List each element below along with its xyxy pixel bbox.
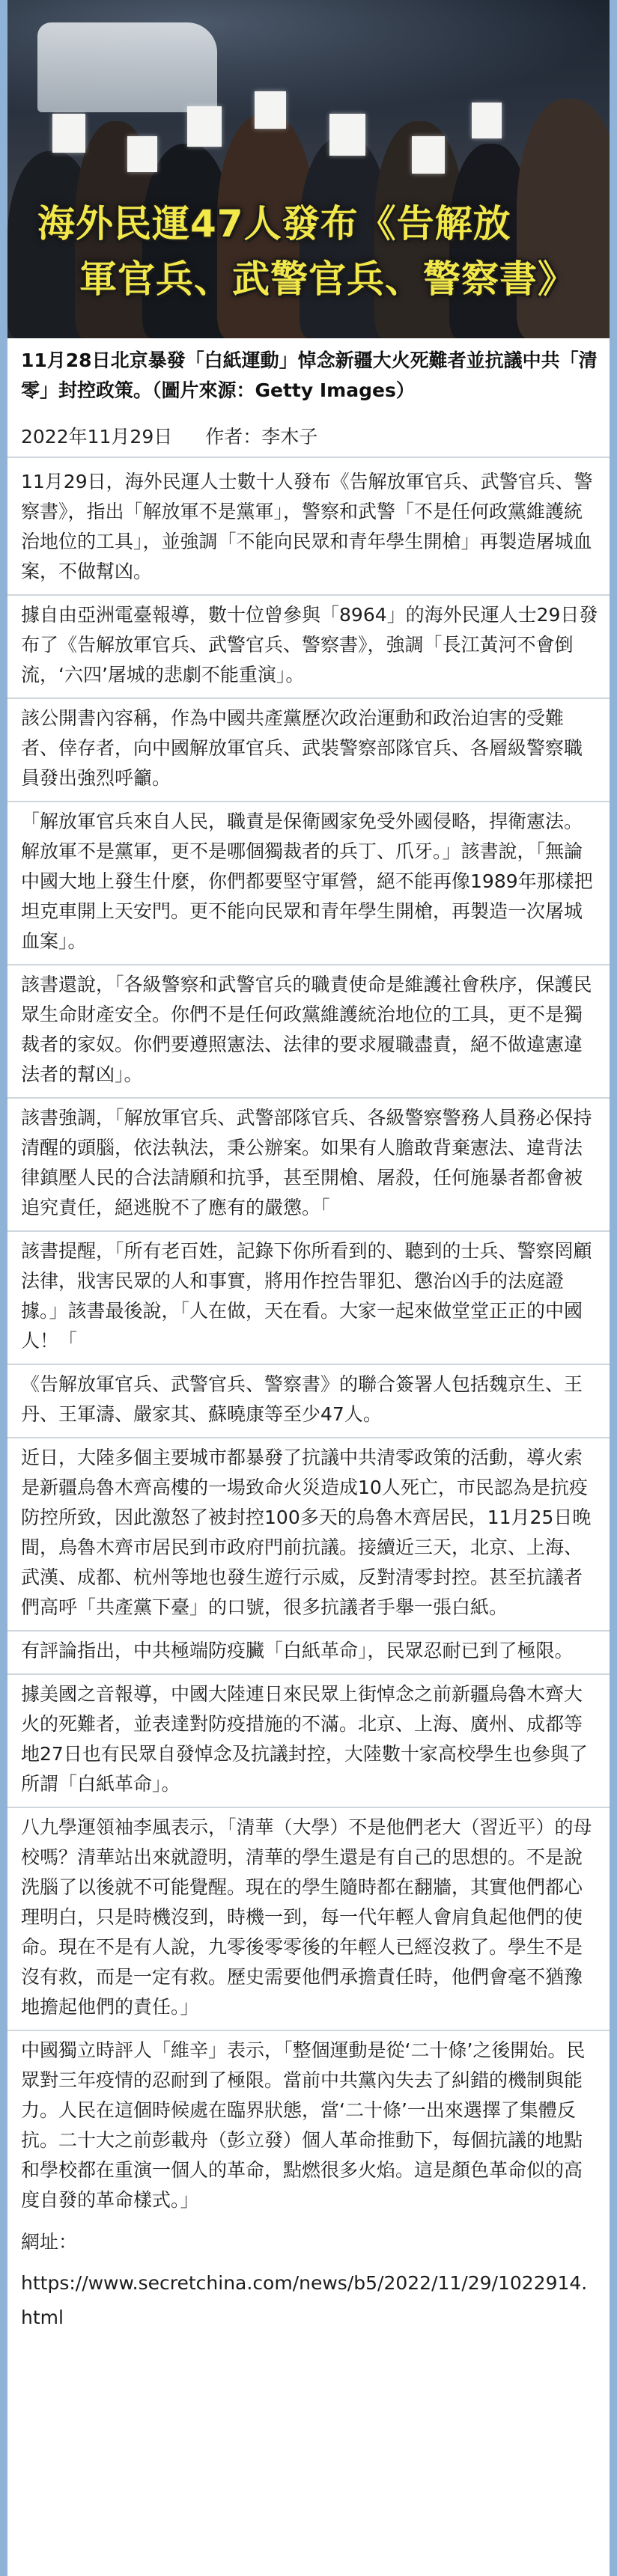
article-paragraph: 據美國之音報導，中國大陸連日來民眾上街悼念之前新疆烏魯木齊大火的死難者，並表達對防疫措施的不滿。北京、上海、廣州、成都等地27日也有民眾自發悼念及抗議封控，大陸數十家高校學生也參與了所謂「白紙革命」。 (7, 1675, 610, 1808)
article-paragraph: 八九學運領袖李風表示，「清華（大學）不是他們老大（習近平）的母校嗎？清華站出來就證明，清華的學生還是有自己的思想的。不是說洗腦了以後就不可能覺醒。現在的學生隨時都在翻牆，其實他們都心理明白，只是時機沒到，時機一到，每一代年輕人會肩負起他們的使命。現在不是有人說，九零後零零後的年輕人已經沒救了。學生不是沒有救，而是一定有救。歷史需要他們承擔責任時，他們會毫不猶豫地擔起他們的責任。」 (7, 1808, 610, 2031)
hero-title-line-1: 海外民運47人發布《告解放 (37, 202, 511, 245)
source-label: 網址： (21, 2231, 78, 2253)
article-body (7, 346, 610, 2335)
article-paragraph: 11月29日，海外民運人士數十人發布《告解放軍官兵、武警官兵、警察書》，指出「解放軍不是黨軍」，警察和武警「不是任何政黨維護統治地位的工具」，並強調「不能向民眾和青年學生開槍」再製造屠城血案，不做幫凶。 (7, 463, 610, 596)
article-paragraph: 該書提醒，「所有老百姓，記錄下你所看到的、聽到的士兵、警察罔顧法律，戕害民眾的人和事實，將用作控告罪犯、懲治凶手的法庭證據。」該書最後說，「人在做，天在看。大家一起來做堂堂正正的中國人！「 (7, 1232, 610, 1365)
hero-title-line-2: 軍官兵、武警官兵、警察書》 (79, 257, 576, 301)
white-paper-sheet (412, 136, 445, 174)
source-link[interactable]: https://www.secretchina.com/news/b5/2022/11/29/1022914.html (21, 2272, 588, 2328)
photo-caption: 11月28日北京暴發「白紙運動」悼念新疆大火死難者並抗議中共「清零」封控政策。（圖片來源：Getty Images） (21, 350, 598, 401)
article-paragraph: 該書強調，「解放軍官兵、武警部隊官兵、各級警察警務人員務必保持清醒的頭腦，依法執法，秉公辦案。如果有人膽敢背棄憲法、違背法律鎮壓人民的合法請願和抗爭，甚至開槍、屠殺，任何施暴者都會被追究責任，絕逃脫不了應有的嚴懲。「 (7, 1099, 610, 1232)
hero-photo (7, 0, 610, 338)
divider (7, 457, 610, 458)
publish-date: 2022年11月29日 (21, 426, 173, 448)
article-paragraph: 該公開書內容稱，作為中國共產黨歷次政治運動和政治迫害的受難者、倖存者，向中國解放軍官兵、武裝警察部隊官兵、各層級警察職員發出強烈呼籲。 (7, 699, 610, 802)
article-paragraph: 近日，大陸多個主要城市都暴發了抗議中共清零政策的活動，導火索是新疆烏魯木齊高樓的一場致命火災造成10人死亡，市民認為是抗疫防控所致，因此激怒了被封控100多天的烏魯木齊居民，11月25日晚間，烏魯木齊市居民到市政府門前抗議。接續近三天，北京、上海、武漢、成都、杭州等地也發生遊行示威，反對清零封控。甚至抗議者們高呼「共產黨下臺」的口號，很多抗議者手舉一張白紙。 (7, 1438, 610, 1632)
article-paragraph: 有評論指出，中共極端防疫臟「白紙革命」，民眾忍耐已到了極限。 (7, 1632, 610, 1675)
article-meta (21, 422, 599, 452)
white-paper-sheet (472, 103, 502, 138)
article-paragraph: 「解放軍官兵來自人民，職責是保衛國家免受外國侵略，捍衛憲法。解放軍不是黨軍，更不是哪個獨裁者的兵丁、爪牙。」該書說，「無論中國大地上發生什麼，你們都要堅守軍營，絕不能再像1989年那樣把坦克車開上天安門。更不能向民眾和青年學生開槍，再製造一次屠城血案」。 (7, 802, 610, 965)
hero-title-overlay (7, 196, 610, 307)
article-paragraph: 據自由亞洲電臺報導，數十位曾參與「8964」的海外民運人士29日發布了《告解放軍官兵、武警官兵、警察書》，強調「長江黃河不會倒流，‘六四’屠城的悲劇不能重演」。 (7, 596, 610, 699)
article-paragraph: 中國獨立時評人「維辛」表示，「整個運動是從‘二十條’之後開始。民眾對三年疫情的忍耐到了極限。當前中共黨內失去了糾錯的機制與能力。人民在這個時候處在臨界狀態，當‘二十條’一出來選擇了集體反抗。二十大之前彭載舟（彭立發）個人革命推動下，每個抗議的地點和學校都在重演一個人的革命，點燃很多火焰。這是顏色革命似的高度自發的革命樣式。」 (21, 2039, 586, 2211)
white-paper-sheet (255, 91, 286, 129)
white-paper-sheet (127, 136, 157, 172)
white-paper-sheet (187, 106, 222, 147)
white-paper-sheet (329, 114, 365, 156)
article-paragraph: 該書還說，「各級警察和武警官兵的職責使命是維護社會秩序，保護民眾生命財產安全。你們不是任何政黨維護統治地位的工具，更不是獨裁者的家奴。你們要遵照憲法、法律的要求履職盡責，絕不做違憲違法者的幫凶」。 (7, 965, 610, 1099)
white-paper-sheet (52, 114, 85, 153)
article-paragraph: 《告解放軍官兵、武警官兵、警察書》的聯合簽署人包括魏京生、王丹、王軍濤、嚴家其、蘇曉康等至少47人。 (7, 1365, 610, 1438)
author-name: 作者：李木子 (205, 426, 318, 448)
